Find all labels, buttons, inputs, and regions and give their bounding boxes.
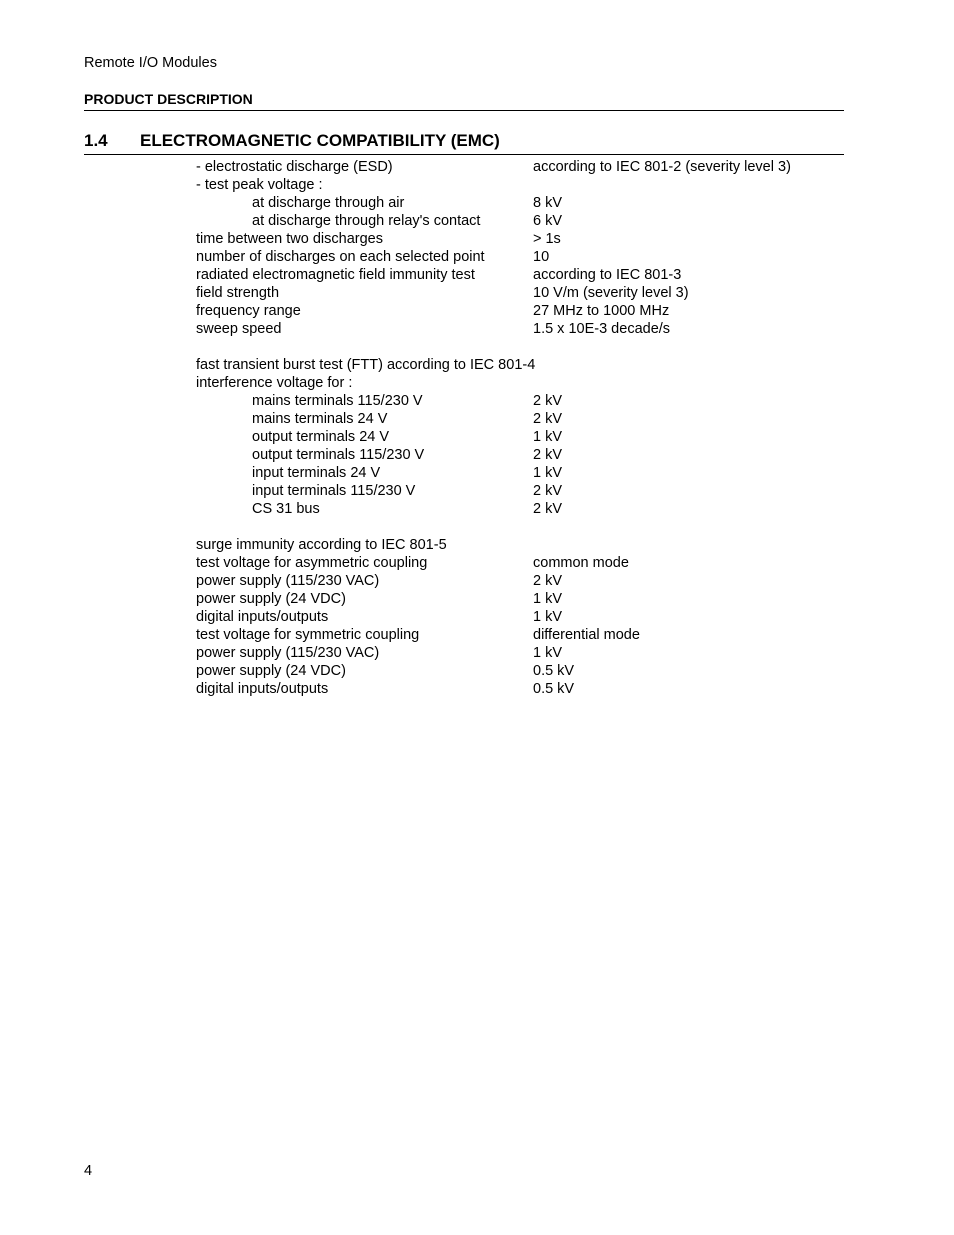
spec-label: power supply (115/230 VAC) <box>196 573 380 589</box>
spec-row-sweep-speed <box>196 320 836 338</box>
spec-label: number of discharges on each selected point <box>196 249 485 265</box>
spec-row-symmetric-coupling <box>196 626 836 644</box>
spec-label: output terminals 24 V <box>252 429 390 445</box>
spec-value: 10 V/m (severity level 3) <box>533 285 689 301</box>
spec-label: power supply (24 VDC) <box>196 591 346 607</box>
spec-label: digital inputs/outputs <box>196 681 329 697</box>
spec-value: 27 MHz to 1000 MHz <box>533 303 670 319</box>
spec-row-discharge-relay <box>196 212 836 230</box>
spec-value: according to IEC 801-3 <box>533 267 682 283</box>
spec-row-asymmetric-coupling <box>196 554 836 572</box>
spec-label: field strength <box>196 285 280 301</box>
spec-label: at discharge through air <box>252 195 405 211</box>
spec-row-interference-voltage <box>196 374 836 392</box>
spec-label: digital inputs/outputs <box>196 609 329 625</box>
spec-row-esd <box>196 158 836 176</box>
spec-row-discharge-air <box>196 194 836 212</box>
spec-label: frequency range <box>196 303 301 319</box>
spec-value: 2 kV <box>533 411 563 427</box>
spec-row-asym-power-24 <box>196 590 836 608</box>
spec-row-output-115-230 <box>196 446 836 464</box>
spec-value: 1 kV <box>533 609 563 625</box>
spec-label: fast transient burst test (FTT) according to IEC 801-4 <box>196 357 536 373</box>
spec-row-mains-24 <box>196 410 836 428</box>
spec-value: according to IEC 801-2 (severity level 3) <box>533 159 791 175</box>
spec-row-frequency-range <box>196 302 836 320</box>
spec-label: - electrostatic discharge (ESD) <box>196 159 393 175</box>
spec-row-radiated-field-test <box>196 266 836 284</box>
spec-label: mains terminals 115/230 V <box>252 393 423 409</box>
spec-label: input terminals 24 V <box>252 465 381 481</box>
spec-row-field-strength <box>196 284 836 302</box>
section-title: ELECTROMAGNETIC COMPATIBILITY (EMC) <box>140 131 500 150</box>
spec-label: test voltage for symmetric coupling <box>196 627 420 643</box>
spacer <box>196 338 836 356</box>
spec-label: power supply (24 VDC) <box>196 663 346 679</box>
page-number: 4 <box>84 1163 93 1179</box>
spec-value: common mode <box>533 555 629 571</box>
spec-value: 0.5 kV <box>533 681 575 697</box>
spec-label: interference voltage for : <box>196 375 353 391</box>
spec-value: 2 kV <box>533 483 563 499</box>
spec-value: 2 kV <box>533 393 563 409</box>
spec-row-time-between-discharges <box>196 230 836 248</box>
spec-value: 1.5 x 10E-3 decade/s <box>533 321 671 337</box>
spec-row-sym-digital-io <box>196 680 836 698</box>
spec-row-cs31-bus <box>196 500 836 518</box>
spec-row-surge-immunity <box>196 536 836 554</box>
section-heading <box>84 130 500 152</box>
spacer <box>196 518 836 536</box>
spec-value: 6 kV <box>533 213 563 229</box>
spec-value: > 1s <box>533 231 561 247</box>
spec-value: 1 kV <box>533 465 563 481</box>
spec-label: surge immunity according to IEC 801-5 <box>196 537 447 553</box>
spec-label: - test peak voltage : <box>196 177 323 193</box>
spec-row-input-24 <box>196 464 836 482</box>
emc-spec-list <box>196 158 836 698</box>
spec-row-input-115-230 <box>196 482 836 500</box>
spec-label: radiated electromagnetic field immunity test <box>196 267 475 283</box>
spec-value: 10 <box>533 249 550 265</box>
spec-label: output terminals 115/230 V <box>252 447 425 463</box>
spec-label: power supply (115/230 VAC) <box>196 645 380 661</box>
running-header-title: Remote I/O Modules <box>84 55 217 71</box>
spec-value: 2 kV <box>533 447 563 463</box>
spec-value: 1 kV <box>533 591 563 607</box>
spec-value: 8 kV <box>533 195 563 211</box>
spec-value: 2 kV <box>533 573 563 589</box>
section-number: 1.4 <box>84 131 108 150</box>
spec-row-sym-power-115-230 <box>196 644 836 662</box>
spec-value: 1 kV <box>533 429 563 445</box>
spec-value: 0.5 kV <box>533 663 575 679</box>
spec-label: CS 31 bus <box>252 501 320 517</box>
spec-label: sweep speed <box>196 321 282 337</box>
spec-label: test voltage for asymmetric coupling <box>196 555 428 571</box>
heading-divider <box>84 154 844 155</box>
spec-row-output-24 <box>196 428 836 446</box>
spec-value: 2 kV <box>533 501 563 517</box>
spec-label: time between two discharges <box>196 231 383 247</box>
spec-row-ftt <box>196 356 836 374</box>
spec-label: input terminals 115/230 V <box>252 483 416 499</box>
spec-row-mains-115-230 <box>196 392 836 410</box>
spec-row-number-of-discharges <box>196 248 836 266</box>
spec-row-asym-digital-io <box>196 608 836 626</box>
spec-row-sym-power-24 <box>196 662 836 680</box>
running-header-section: PRODUCT DESCRIPTION <box>84 91 253 107</box>
spec-label: mains terminals 24 V <box>252 411 388 427</box>
spec-value: 1 kV <box>533 645 563 661</box>
spec-row-asym-power-115-230 <box>196 572 836 590</box>
spec-row-test-peak-voltage <box>196 176 836 194</box>
header-divider <box>84 110 844 111</box>
spec-label: at discharge through relay's contact <box>252 213 481 229</box>
spec-value: differential mode <box>533 627 640 643</box>
